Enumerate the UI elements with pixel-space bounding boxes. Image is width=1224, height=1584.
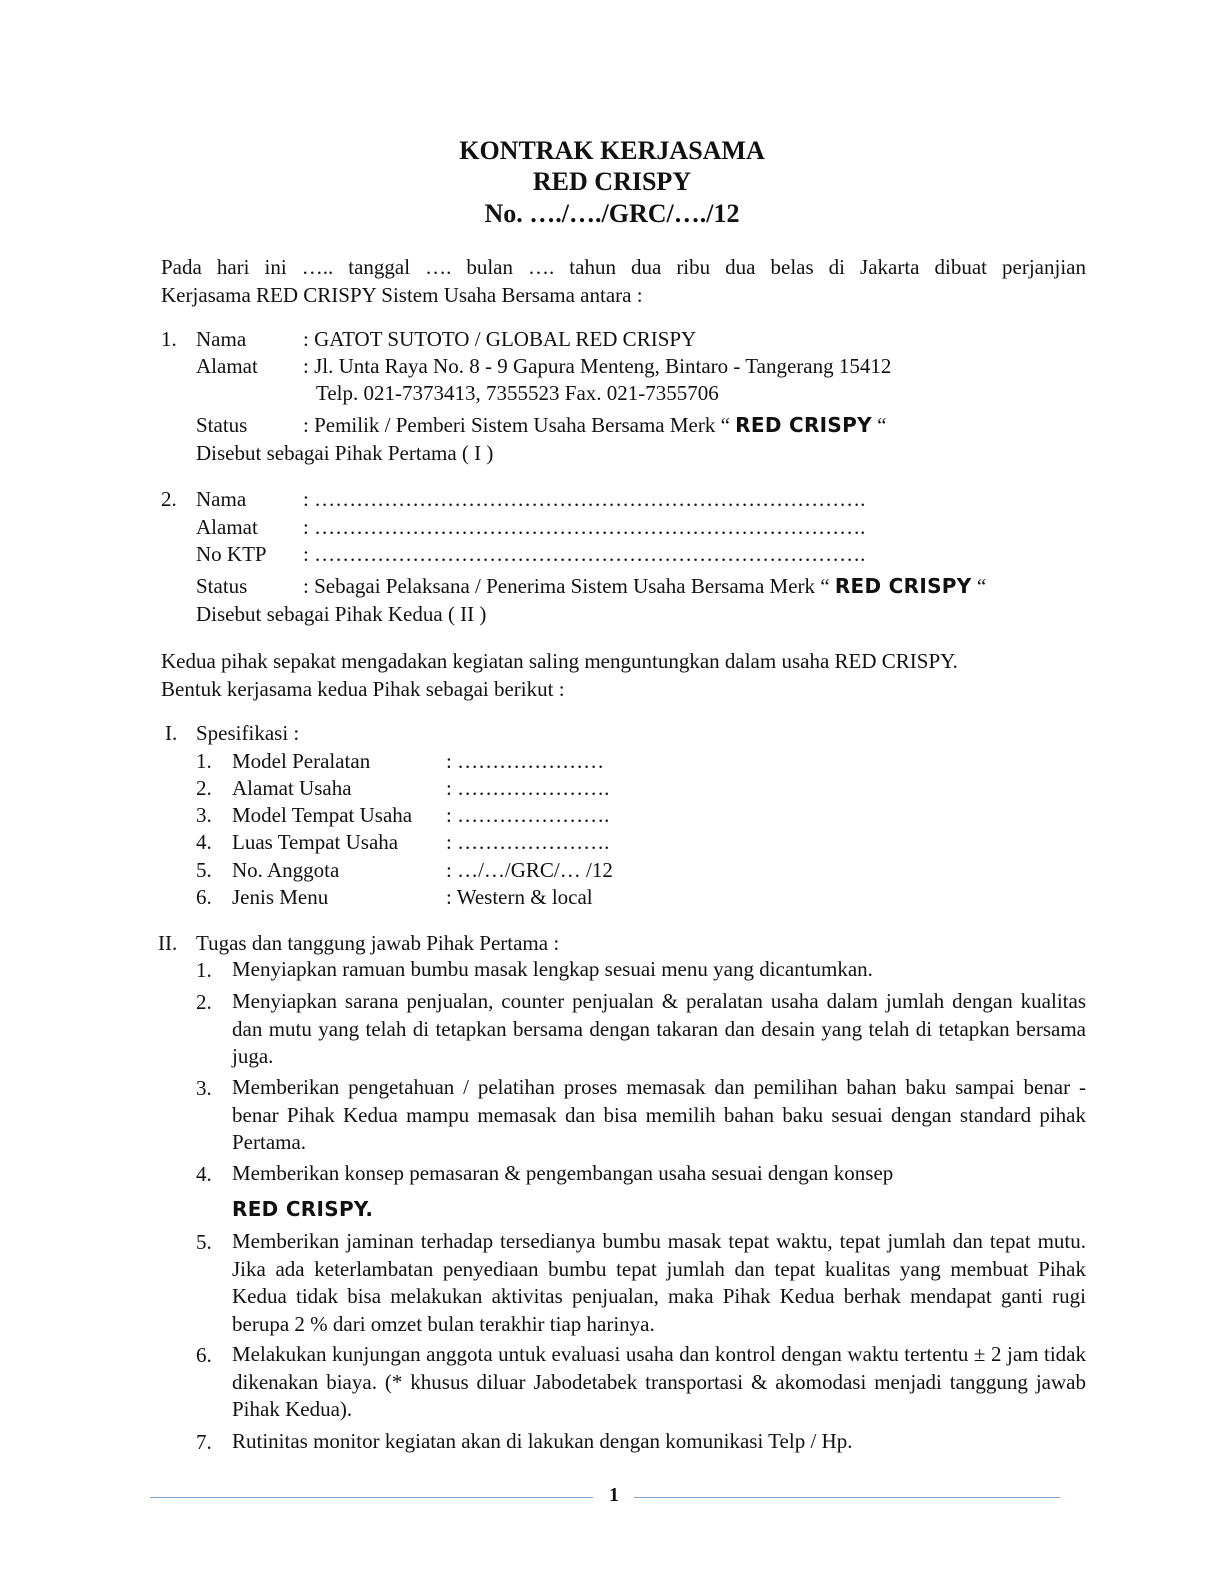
agreement-line-2: Bentuk kerjasama kedua Pihak sebagai berikut : <box>161 677 565 701</box>
intro-line-1: Pada hari ini ….. tanggal …. bulan …. tahun dua ribu dua belas di Jakarta dibuat perjanjian <box>161 255 1086 279</box>
section-one-numeral: I. <box>165 721 178 745</box>
party-one-telp-value: Telp. 021-7373413, 7355523 Fax. 021-7355706 <box>316 381 719 405</box>
party-one-status-close: “ <box>877 413 887 437</box>
duty-item-brand: RED CRISPY. <box>232 1197 374 1221</box>
party-two-number: 2. <box>161 487 177 511</box>
party-two-alamat-value: : ……………………………………………………………………. <box>303 515 866 539</box>
duty-item-text: Melakukan kunjungan anggota untuk evaluasi usaha dan kontrol dengan waktu tertentu ± 2 jam tidak dikenakan biaya. (* khusus diluar Jabodetabek transportasi & akomodasi menjadi tanggung jawab Pihak Kedua). <box>232 1342 1086 1421</box>
intro-line-2: Kerjasama RED CRISPY Sistem Usaha Bersama antara : <box>161 283 643 307</box>
spec-item-number: 5. <box>196 858 212 882</box>
party-one-disebut: Disebut sebagai Pihak Pertama ( I ) <box>196 441 494 465</box>
party-two-alamat-label: Alamat <box>196 515 258 539</box>
footer-rule-left <box>150 1497 593 1498</box>
contract-number: No. …./…./GRC/…./12 <box>484 199 740 228</box>
spec-item-number: 1. <box>196 749 212 773</box>
duty-item-number: 5. <box>196 1230 212 1254</box>
spec-item-value: : Western & local <box>446 885 593 909</box>
spec-item-label: Jenis Menu <box>232 885 329 909</box>
duty-item-number: 7. <box>196 1430 212 1454</box>
duty-item-text: Menyiapkan sarana penjualan, counter penjualan & peralatan usaha dalam jumlah dengan kualitas dan mutu yang telah di tetapkan bersama dengan takaran dan desain yang telah di tetapkan bersama juga. <box>232 989 1086 1068</box>
party-one-alamat-value: : Jl. Unta Raya No. 8 - 9 Gapura Menteng, Bintaro - Tangerang 15412 <box>303 354 892 378</box>
duty-item-number: 3. <box>196 1076 212 1100</box>
duty-item-number: 4. <box>196 1162 212 1186</box>
section-two-numeral: II. <box>158 931 178 955</box>
duty-item-text: Rutinitas monitor kegiatan akan di lakukan dengan komunikasi Telp / Hp. <box>232 1429 853 1453</box>
party-two-ktp-value: : ……………………………………………………………………. <box>303 542 866 566</box>
party-two-ktp-label: No KTP <box>196 542 267 566</box>
spec-item-label: Model Tempat Usaha <box>232 803 413 827</box>
party-one-alamat-label: Alamat <box>196 354 258 378</box>
duty-item-number: 1. <box>196 958 212 982</box>
page-number: 1 <box>609 1484 619 1506</box>
party-one-status-label: Status <box>196 413 248 437</box>
party-one-status-value <box>303 411 886 439</box>
party-two-status-text: : Sebagai Pelaksana / Penerima Sistem Usaha Bersama Merk “ <box>303 574 830 598</box>
spec-item-label: No. Anggota <box>232 858 340 882</box>
spec-item-number: 4. <box>196 830 212 854</box>
spec-item-value: : …/…/GRC/… /12 <box>446 858 613 882</box>
party-two-nama-value: : ……………………………………………………………………. <box>303 487 866 511</box>
spec-item-label: Luas Tempat Usaha <box>232 830 399 854</box>
duty-item-number: 2. <box>196 990 212 1014</box>
duty-item-number: 6. <box>196 1343 212 1367</box>
section-one-heading: Spesifikasi : <box>196 721 300 745</box>
spec-item-number: 3. <box>196 803 212 827</box>
party-two-status-value <box>303 572 986 600</box>
spec-item-number: 2. <box>196 776 212 800</box>
agreement-line-1: Kedua pihak sepakat mengadakan kegiatan saling menguntungkan dalam usaha RED CRISPY. <box>161 649 958 673</box>
party-one-number: 1. <box>161 327 177 351</box>
footer-rule-right <box>634 1497 1060 1498</box>
spec-item-value: : …………………. <box>446 830 610 854</box>
spec-item-value: : …………………. <box>446 776 610 800</box>
section-two-heading: Tugas dan tanggung jawab Pihak Pertama : <box>196 931 560 955</box>
document-subtitle: RED CRISPY <box>532 167 692 196</box>
party-one-nama-value: : GATOT SUTOTO / GLOBAL RED CRISPY <box>303 327 697 351</box>
duty-item-text: Memberikan konsep pemasaran & pengembangan usaha sesuai dengan konsep <box>232 1161 894 1185</box>
party-two-status-brand: RED CRISPY <box>834 574 972 598</box>
duty-item-text: Menyiapkan ramuan bumbu masak lengkap sesuai menu yang dicantumkan. <box>232 957 873 981</box>
party-two-nama-label: Nama <box>196 487 247 511</box>
duty-item-text: Memberikan pengetahuan / pelatihan proses memasak dan pemilihan bahan baku sampai benar - benar Pihak Kedua mampu memasak dan bisa memilih bahan baku sesuai dengan standard pihak Pertama. <box>232 1075 1086 1154</box>
spec-item-value: : ………………… <box>446 749 605 773</box>
party-one-nama-label: Nama <box>196 327 247 351</box>
spec-item-value: : …………………. <box>446 803 610 827</box>
party-one-status-text: : Pemilik / Pemberi Sistem Usaha Bersama Merk “ <box>303 413 730 437</box>
spec-item-label: Model Peralatan <box>232 749 371 773</box>
party-two-status-label: Status <box>196 574 248 598</box>
spec-item-number: 6. <box>196 885 212 909</box>
duty-item-text: Memberikan jaminan terhadap tersedianya bumbu masak tepat waktu, tepat jumlah dan tepat mutu. Jika ada keterlambatan penyediaan bumbu tepat jumlah dan tepat kualitas yang membuat Pihak Kedua tidak bisa melakukan aktivitas penjualan, maka Pihak Kedua berhak mendapat ganti rugi berupa 2 % dari omzet bulan terakhir tiap harinya. <box>232 1229 1086 1336</box>
party-two-status-close: “ <box>976 574 987 598</box>
document-title: KONTRAK KERJASAMA <box>459 136 765 165</box>
party-two-disebut: Disebut sebagai Pihak Kedua ( II ) <box>196 602 487 626</box>
spec-item-label: Alamat Usaha <box>232 776 352 800</box>
party-one-status-brand: RED CRISPY <box>735 413 872 437</box>
